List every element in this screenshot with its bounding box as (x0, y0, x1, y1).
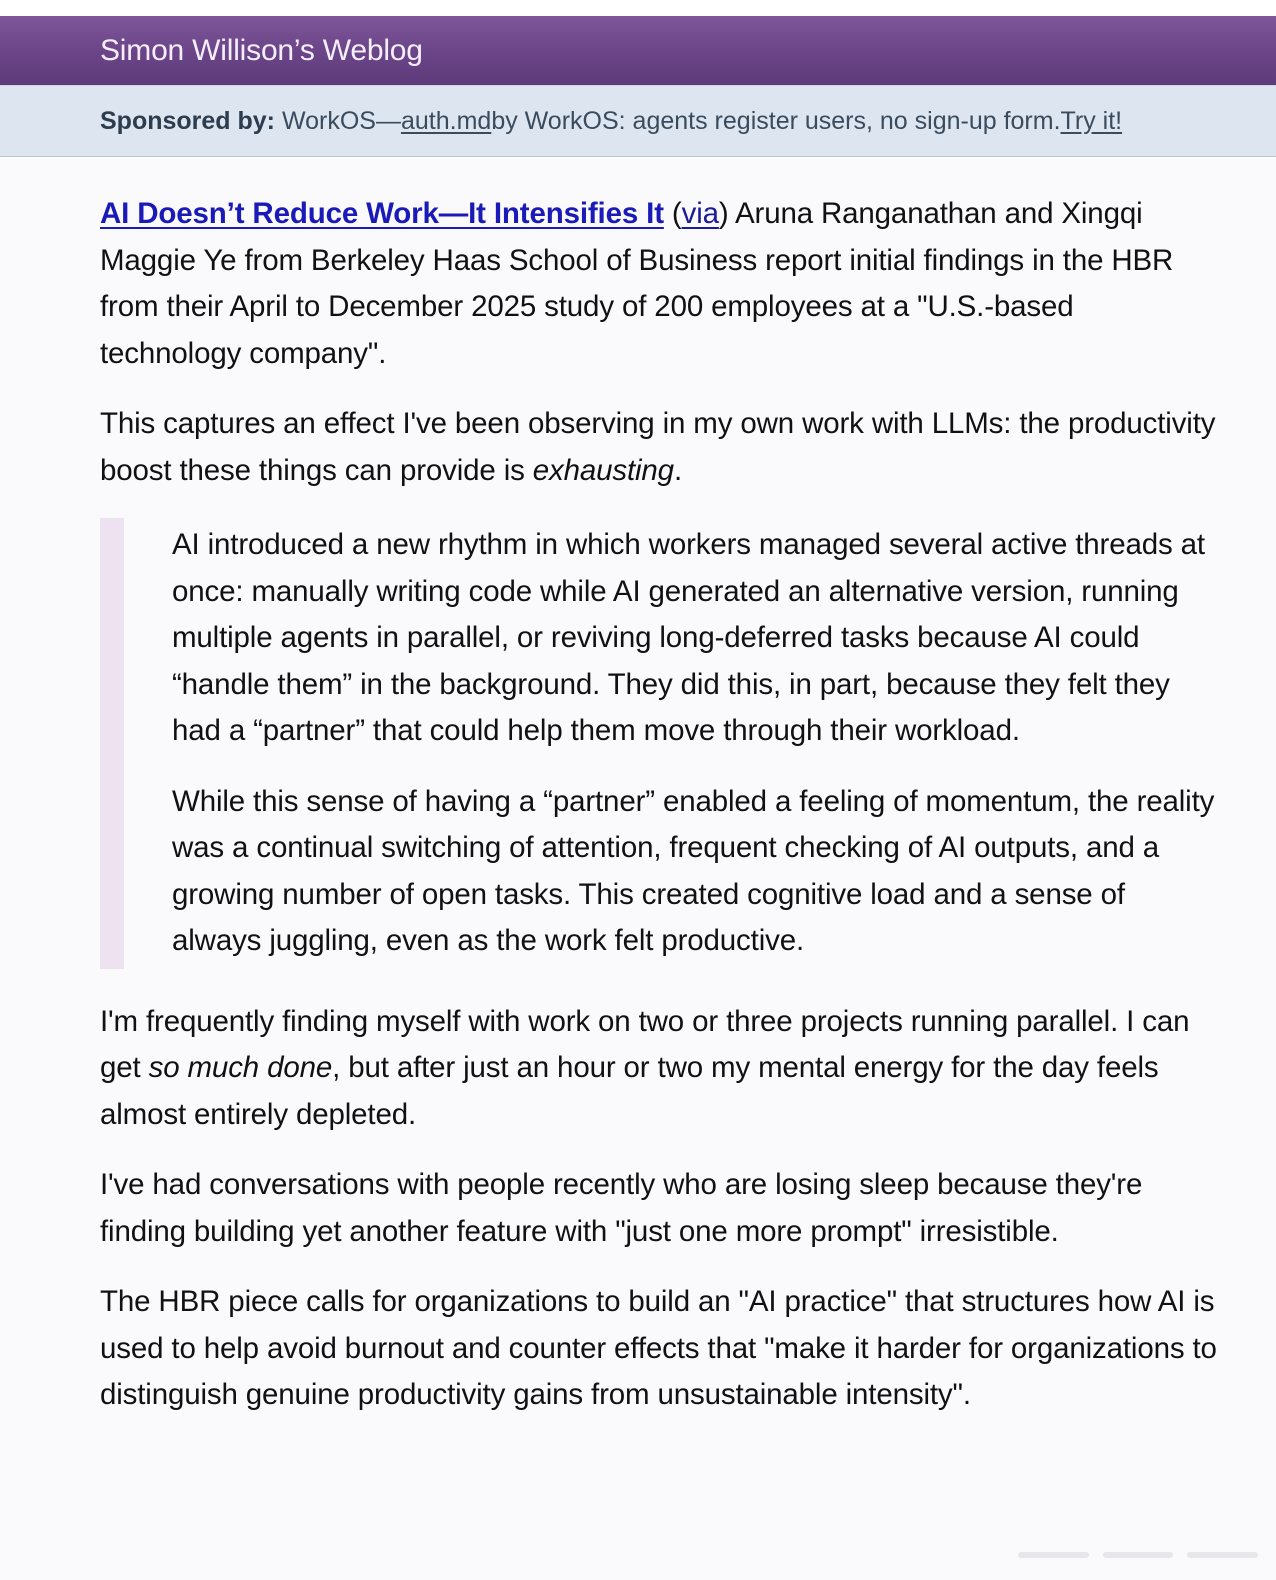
via-open: ( (663, 197, 682, 230)
commentary-end: . (673, 453, 682, 487)
sponsor-description: by WorkOS: agents register users, no sign-up form. (491, 106, 1061, 135)
reflection-end: , but after just an hour or two my mental energy for the day feels almost entirely depleted. (100, 1051, 1159, 1131)
site-header (0, 16, 1276, 85)
page-indicator-dot (1103, 1552, 1174, 1558)
sponsor-dash: — (375, 106, 401, 135)
commentary-emphasis: exhausting (532, 453, 674, 487)
main-content (0, 159, 1276, 1580)
reflection-paragraph (100, 999, 1220, 1139)
commentary-text: This captures an effect I've been observing in my own work with LLMs: the productivity boost these things can provide is (100, 407, 1216, 487)
top-gap (0, 0, 1276, 16)
sponsor-label: Sponsored by: (100, 106, 276, 135)
via-close: ) (718, 197, 729, 230)
via-link[interactable]: via (681, 197, 719, 230)
sponsor-bar (0, 85, 1276, 157)
page-indicator (1018, 1544, 1258, 1566)
sponsor-name: WorkOS (281, 106, 376, 135)
site-title[interactable]: Simon Willison’s Weblog (100, 33, 423, 67)
conversations-paragraph: I've had conversations with people recently who are losing sleep because they're finding building yet another feature with "just one more prompt" irresistible. (100, 1168, 1143, 1248)
quote-paragraph: AI introduced a new rhythm in which workers managed several active threads at once: manually writing code while AI generated an alternative version, running multiple agents in parallel, or reviving long-deferred tasks because AI could “handle them” in the background. They did this, in part, because they felt they had a “partner” that could help them move through their workload. (172, 528, 1205, 747)
quote-paragraph: While this sense of having a “partner” enabled a feeling of momentum, the reality was a continual switching of attention, frequent checking of AI outputs, and a growing number of open tasks. This created cognitive load and a sense of always juggling, even as the work felt productive. (172, 784, 1215, 957)
reflection-emphasis: so much done (148, 1051, 333, 1084)
blog-entry (100, 191, 1220, 1443)
reflection-text: I'm frequently finding myself with work on two or three projects running parallel. I can get (100, 1004, 1190, 1084)
page-indicator-dot (1018, 1552, 1089, 1558)
sponsor-cta-link[interactable]: Try it! (1060, 106, 1123, 135)
sponsor-link-authmd[interactable]: auth.md (400, 106, 492, 135)
conclusion-paragraph: The HBR piece calls for organizations to build an "AI practice" that structures how AI is used to help avoid burnout and counter effects that "make it harder for organizations to distinguish genuine productivity gains from unsustainable intensity". (100, 1285, 1217, 1411)
commentary-paragraph (100, 401, 1220, 494)
page-indicator-dot (1187, 1552, 1258, 1558)
article-title-link[interactable]: AI Doesn’t Reduce Work—It Intensifies It (100, 197, 664, 230)
quoted-excerpt (100, 518, 1220, 969)
intro-text: Aruna Ranganathan and Xingqi Maggie Ye from Berkeley Haas School of Business report initial findings in the HBR from their April to December 2025 study of 200 employees at a "U.S.-based technology company". (100, 197, 1174, 370)
intro-paragraph (100, 191, 1220, 377)
